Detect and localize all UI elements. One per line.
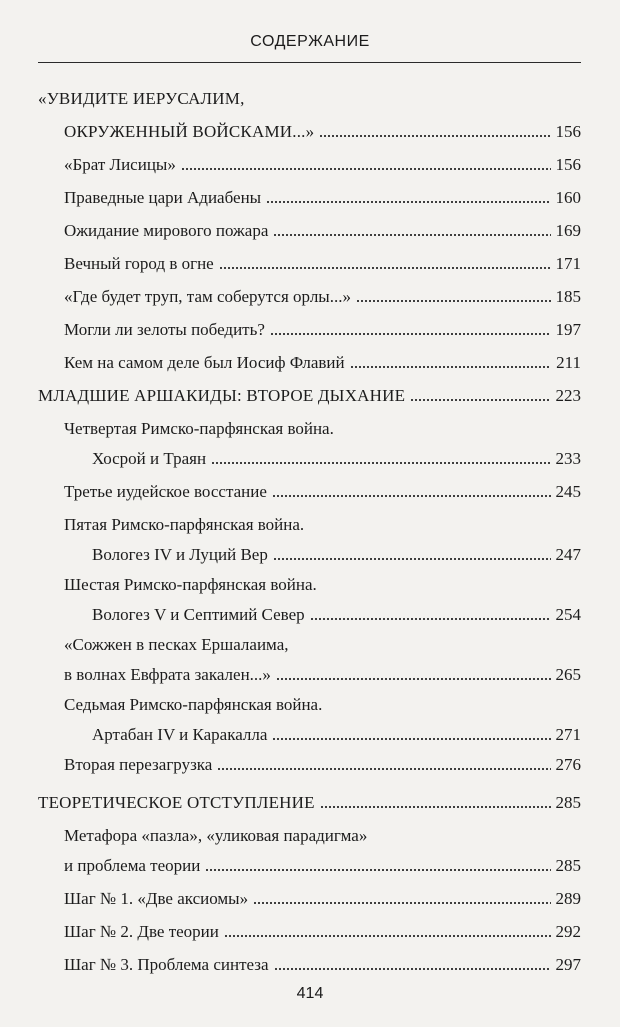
dot-leader bbox=[253, 901, 550, 905]
toc-entry-page: 223 bbox=[555, 386, 581, 405]
toc-entry bbox=[0, 245, 620, 275]
dot-leader bbox=[273, 557, 551, 561]
toc-entry-section-title bbox=[0, 113, 620, 143]
toc-entry-title: Ожидание мирового пожара bbox=[64, 221, 269, 240]
toc-entry-title: Четвертая Римско-парфянская война. bbox=[64, 419, 334, 438]
toc-entry-page: 289 bbox=[555, 889, 581, 908]
toc-entry-title: Кем на самом деле был Иосиф Флавий bbox=[64, 353, 345, 372]
toc-entry-title: и проблема теории bbox=[64, 856, 201, 875]
toc-entry-title: Шестая Римско-парфянская война. bbox=[64, 575, 317, 594]
toc-entry-title: «УВИДИТЕ ИЕРУСАЛИМ, bbox=[38, 89, 245, 108]
dot-leader bbox=[410, 398, 550, 402]
toc-entry bbox=[0, 946, 620, 976]
toc-entry bbox=[0, 212, 620, 242]
toc-entry-section-title bbox=[0, 784, 620, 814]
running-header: СОДЕРЖАНИЕ bbox=[250, 33, 370, 50]
toc-entry-page: 169 bbox=[555, 221, 581, 240]
dot-leader bbox=[274, 967, 551, 971]
toc-entry-page: 285 bbox=[555, 856, 581, 875]
toc-entry bbox=[0, 344, 620, 374]
toc-entry-title: Пятая Римско-парфянская война. bbox=[64, 515, 305, 534]
dot-leader bbox=[272, 494, 551, 498]
dot-leader bbox=[211, 461, 550, 465]
dot-leader bbox=[217, 767, 550, 771]
dot-leader bbox=[272, 737, 550, 741]
toc-entry-title: Шаг № 1. «Две аксиомы» bbox=[64, 889, 249, 908]
toc-entry-title: Хосрой и Траян bbox=[92, 449, 207, 468]
toc-entry-title: «Где будет труп, там соберутся орлы...» bbox=[64, 287, 351, 306]
toc-entry-continuation bbox=[0, 536, 620, 566]
toc-entry-page: 197 bbox=[555, 320, 581, 339]
header-rule bbox=[38, 62, 581, 63]
dot-leader bbox=[350, 365, 552, 369]
toc-entry-page: 285 bbox=[555, 793, 581, 812]
toc-entry-title: «Сожжен в песках Ершалаима, bbox=[64, 635, 289, 654]
toc-entry bbox=[0, 506, 620, 536]
toc-entry-title: Праведные цари Адиабены bbox=[64, 188, 262, 207]
toc-entry-title: Шаг № 3. Проблема синтеза bbox=[64, 955, 269, 974]
toc-entry bbox=[0, 311, 620, 341]
toc-entry-section-title bbox=[0, 377, 620, 407]
toc-entry bbox=[0, 817, 620, 847]
toc-entry-page: 292 bbox=[555, 922, 581, 941]
toc-entry-page: 156 bbox=[555, 155, 581, 174]
toc-entry-title: ОКРУЖЕННЫЙ ВОЙСКАМИ...» bbox=[64, 122, 315, 141]
toc-entry-page: 265 bbox=[555, 665, 581, 684]
toc-entry-title: Артабан IV и Каракалла bbox=[92, 725, 268, 744]
toc-entry-title: Третье иудейское восстание bbox=[64, 482, 267, 501]
dot-leader bbox=[181, 167, 551, 171]
dot-leader bbox=[319, 134, 550, 138]
toc-entry-continuation bbox=[0, 596, 620, 626]
toc-entry-page: 211 bbox=[556, 353, 581, 372]
toc-entry-section-title bbox=[0, 80, 620, 110]
toc-entry-page: 160 bbox=[555, 188, 581, 207]
toc-entry-continuation bbox=[0, 847, 620, 877]
toc-entry-title: «Брат Лисицы» bbox=[64, 155, 176, 174]
toc-entry-page: 271 bbox=[555, 725, 581, 744]
toc-entry-page: 254 bbox=[555, 605, 581, 624]
dot-leader bbox=[320, 805, 551, 809]
toc-entry-page: 297 bbox=[555, 955, 581, 974]
toc-entry-page: 245 bbox=[555, 482, 581, 501]
toc-entry bbox=[0, 410, 620, 440]
toc-entry bbox=[0, 566, 620, 596]
toc-entry-title: Вологез V и Септимий Север bbox=[92, 605, 305, 624]
toc-entry-title: Седьмая Римско-парфянская война. bbox=[64, 695, 323, 714]
toc-entry-continuation bbox=[0, 716, 620, 746]
dot-leader bbox=[205, 868, 550, 872]
toc-entry-title: Вторая перезагрузка bbox=[64, 755, 213, 774]
toc-entry-page: 276 bbox=[555, 755, 581, 774]
toc-entry-continuation bbox=[0, 656, 620, 686]
dot-leader bbox=[224, 934, 551, 938]
toc-entry-title: ТЕОРЕТИЧЕСКОЕ ОТСТУПЛЕНИЕ bbox=[38, 793, 315, 812]
page-number: 414 bbox=[296, 985, 324, 1002]
toc-entry-page: 171 bbox=[555, 254, 581, 273]
dot-leader bbox=[356, 299, 551, 303]
toc-entry bbox=[0, 686, 620, 716]
dot-leader bbox=[310, 617, 551, 621]
toc-entry bbox=[0, 913, 620, 943]
toc-entry-title: МЛАДШИЕ АРШАКИДЫ: ВТОРОЕ ДЫХАНИЕ bbox=[38, 386, 406, 405]
toc-entry-page: 233 bbox=[555, 449, 581, 468]
toc-entry-title: в волнах Евфрата закален...» bbox=[64, 665, 271, 684]
toc-entry-title: Вечный город в огне bbox=[64, 254, 214, 273]
toc-entry bbox=[0, 746, 620, 776]
toc-entry bbox=[0, 626, 620, 656]
toc-entry bbox=[0, 473, 620, 503]
dot-leader bbox=[266, 200, 550, 204]
dot-leader bbox=[219, 266, 551, 270]
toc-entry bbox=[0, 179, 620, 209]
dot-leader bbox=[276, 677, 551, 681]
toc-entry-continuation bbox=[0, 440, 620, 470]
toc-entry-title: Шаг № 2. Две теории bbox=[64, 922, 219, 941]
toc-entry-title: Метафора «пазла», «уликовая парадигма» bbox=[64, 826, 368, 845]
toc-entry bbox=[0, 146, 620, 176]
toc-entry-title: Могли ли зелоты победить? bbox=[64, 320, 265, 339]
toc-entry bbox=[0, 278, 620, 308]
toc-entry bbox=[0, 880, 620, 910]
toc-entry-page: 185 bbox=[555, 287, 581, 306]
toc-entry-page: 156 bbox=[555, 122, 581, 141]
toc-entry-title: Вологез IV и Луций Вер bbox=[92, 545, 268, 564]
dot-leader bbox=[273, 233, 550, 237]
toc-entry-page: 247 bbox=[555, 545, 581, 564]
dot-leader bbox=[270, 332, 551, 336]
